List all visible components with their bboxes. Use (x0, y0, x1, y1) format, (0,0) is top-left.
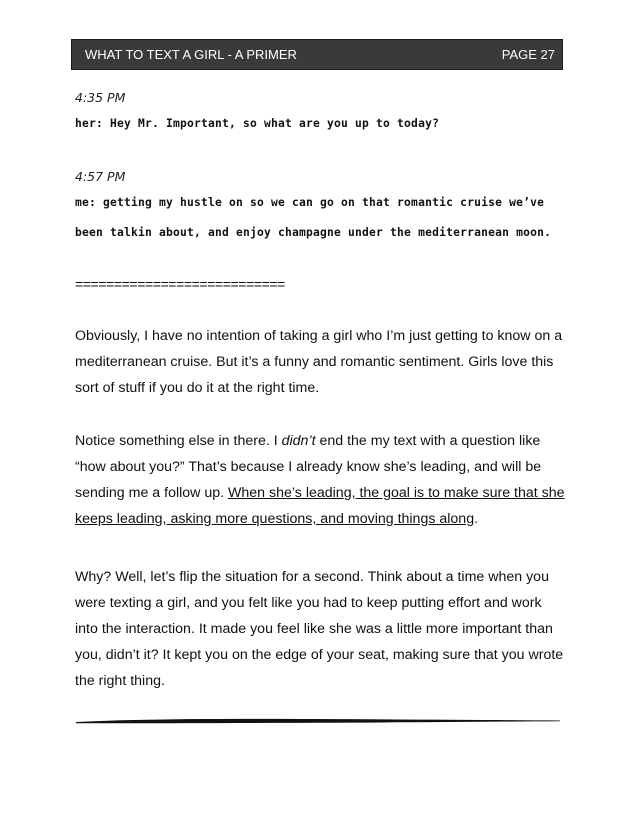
paragraph-2 (75, 428, 567, 532)
message-her: her: Hey Mr. Important, so what are you up to today? (75, 117, 440, 130)
paragraph-2-text: Notice something else in there. I (75, 433, 282, 449)
message-me-line: been talkin about, and enjoy champagne under the mediterranean moon. (75, 226, 552, 239)
paragraph-3: Why? Well, let’s flip the situation for a second. Think about a time when you were texting a girl, and you felt like you had to keep putting effort and work into the interaction. It made you feel like she was a little more important than you, didn’t it? It kept you on the edge of your seat, making sure that you wrote the right thing. (75, 569, 564, 689)
paragraph-1: Obviously, I have no intention of taking a girl who I’m just getting to know on a mediterranean cruise. But it’s a funny and romantic sentiment. Girls love this sort of stuff if you do it at the right time. (75, 328, 563, 396)
section-divider: =========================== (75, 276, 285, 292)
paragraph-2-text: end the my text with a question like “how about you?” That’s because I already know she’s leading, and will be sending me a follow up. (75, 433, 542, 501)
page-header (71, 39, 563, 70)
brush-stroke-divider (76, 716, 560, 726)
message-timestamp: 4:57 PM (75, 169, 126, 184)
message-timestamp: 4:35 PM (75, 90, 126, 105)
header-title: WHAT TO TEXT A GIRL - A PRIMER (85, 47, 297, 62)
paragraph-2-text: . (474, 511, 479, 527)
page-number: PAGE 27 (501, 47, 555, 62)
emphasis-text: didn’t (281, 433, 316, 449)
underlined-key-point: When she’s leading, the goal is to make sure that she keeps leading, asking more questions, and moving things along (75, 485, 565, 527)
message-me-line: me: getting my hustle on so we can go on that romantic cruise we’ve (75, 196, 545, 209)
